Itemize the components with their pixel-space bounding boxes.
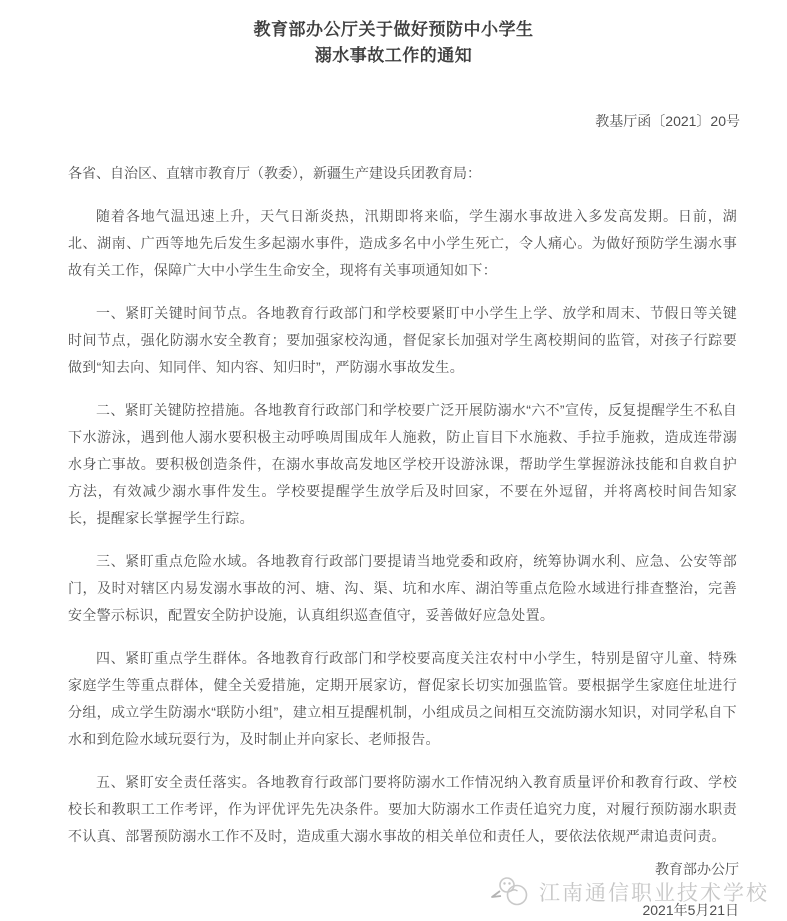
document-title bbox=[0, 17, 787, 69]
document-number: 教基厅函〔2021〕20号 bbox=[595, 113, 740, 129]
document-body bbox=[0, 160, 787, 850]
paragraph-item-5: 五、紧盯安全责任落实。各地教育行政部门要将防溺水工作情况纳入教育质量评价和教育行政、学校校长和教职工工作考评，作为评优评先先决条件。要加大防溺水工作责任追究力度，对履行预防溺水职责不认真、部署预防溺水工作不及时，造成重大溺水事故的相关单位和责任人，要依法依规严肃追责问责。 bbox=[68, 774, 737, 844]
school-logo-icon bbox=[487, 876, 531, 908]
salutation: 各省、自治区、直辖市教育厅（教委），新疆生产建设兵团教育局： bbox=[68, 165, 481, 181]
school-watermark-label: 江南通信职业技术学校 bbox=[539, 882, 769, 905]
paragraph-item-4: 四、紧盯重点学生群体。各地教育行政部门和学校要高度关注农村中小学生，特别是留守儿童、特殊家庭学生等重点群体，健全关爱措施，定期开展家访，督促家长切实加强监管。要根据学生家庭住址进行分组，成立学生防溺水“联防小组”，建立相互提醒机制，小组成员之间相互交流防溺水知识，对同学私自下水和到危险水域玩耍行为，及时制止并向家长、老师报告。 bbox=[68, 650, 737, 747]
issuer-signature: 教育部办公厅 bbox=[655, 861, 739, 877]
document-title-line2: 溺水事故工作的通知 bbox=[314, 46, 473, 65]
document-date: 2021年5月21日 bbox=[642, 902, 739, 918]
paragraph-item-3: 三、紧盯重点危险水域。各地教育行政部门要提请当地党委和政府，统筹协调水利、应急、公安等部门，及时对辖区内易发溺水事故的河、塘、沟、渠、坑和水库、湖泊等重点危险水域进行排查整治，完善安全警示标识，配置安全防护设施，认真组织巡查值守，妥善做好应急处置。 bbox=[68, 553, 737, 623]
paragraph-item-2: 二、紧盯关键防控措施。各地教育行政部门和学校要广泛开展防溺水“六不”宣传，反复提醒学生不私自下水游泳，遇到他人溺水要积极主动呼唤周围成年人施救，防止盲目下水施救、手拉手施救，造成连带溺水身亡事故。要积极创造条件，在溺水事故高发地区学校开设游泳课，帮助学生掌握游泳技能和自救自护方法，有效减少溺水事件发生。学校要提醒学生放学后及时回家，不要在外逗留，并将离校时间告知家长，提醒家长掌握学生行踪。 bbox=[68, 402, 737, 526]
paragraph-intro: 随着各地气温迅速上升，天气日渐炎热，汛期即将来临，学生溺水事故进入多发高发期。日前，湖北、湖南、广西等地先后发生多起溺水事件，造成多名中小学生死亡，令人痛心。为做好预防学生溺水事故有关工作，保障广大中小学生生命安全，现将有关事项通知如下： bbox=[68, 208, 737, 278]
document-title-line1: 教育部办公厅关于做好预防中小学生 bbox=[253, 20, 534, 39]
paragraph-item-1: 一、紧盯关键时间节点。各地教育行政部门和学校要紧盯中小学生上学、放学和周末、节假日等关键时间节点，强化防溺水安全教育；要加强家校沟通，督促家长加强对学生离校期间的监管，对孩子行踪要做到“知去向、知同伴、知内容、知归时”，严防溺水事故发生。 bbox=[68, 305, 737, 375]
